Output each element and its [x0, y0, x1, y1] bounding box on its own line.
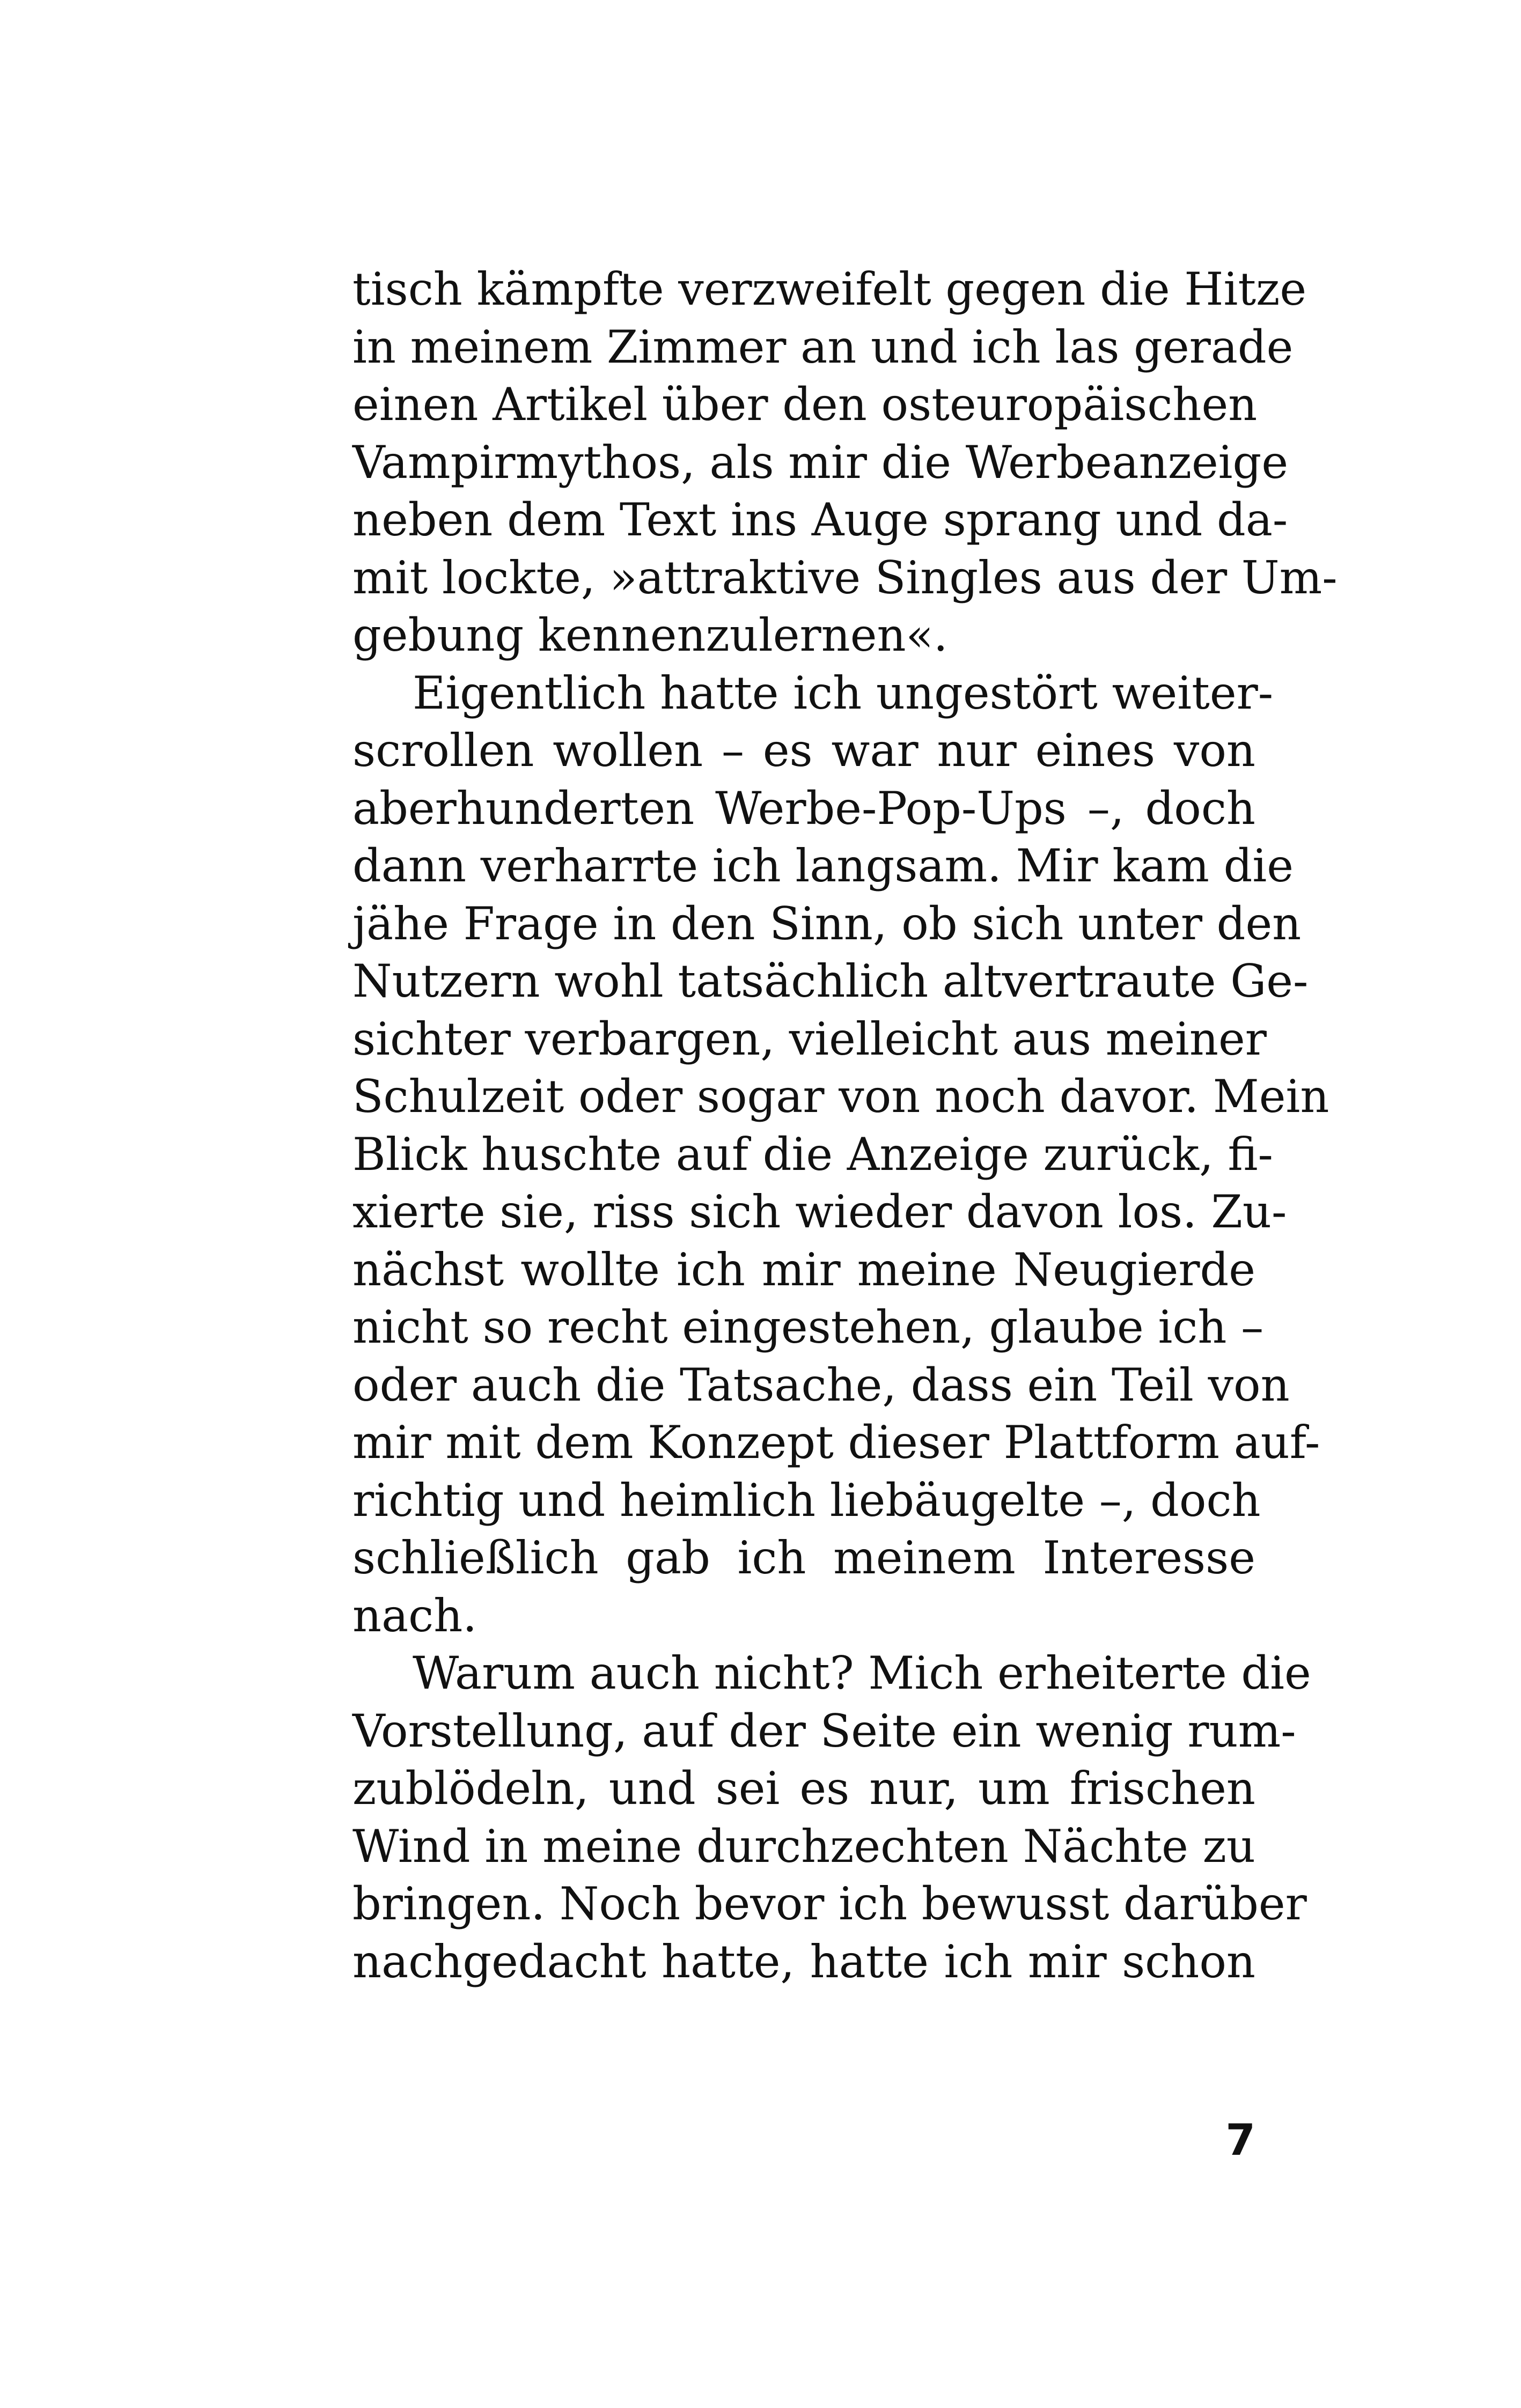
text-line: mir mit dem Konzept dieser Plattform auf-: [352, 1416, 1320, 1469]
text-line: schließlich gab ich meinem Interesse: [352, 1531, 1255, 1584]
text-line: oder auch die Tatsache, dass ein Teil von: [352, 1358, 1290, 1411]
text-line: einen Artikel über den osteuropäischen: [352, 378, 1258, 431]
paragraph-1: [352, 261, 1338, 665]
text-line: Eigentlich hatte ich ungestört weiter-: [413, 666, 1274, 719]
text-line: aberhunderten Werbe-Pop-Ups –, doch: [352, 782, 1255, 835]
text-line: nachgedacht hatte, hatte ich mir schon: [352, 1935, 1255, 1988]
text-line: nächst wollte ich mir meine Neugierde: [352, 1243, 1255, 1296]
text-line: zublödeln, und sei es nur, um frischen: [352, 1762, 1255, 1815]
text-line: Vorstellung, auf der Seite ein wenig rum-: [352, 1704, 1296, 1757]
text-line: Blick huschte auf die Anzeige zurück, fi-: [352, 1128, 1273, 1181]
text-line: richtig und heimlich liebäugelte –, doch: [352, 1474, 1261, 1527]
text-line: sichter verbargen, vielleicht aus meiner: [352, 1012, 1267, 1065]
page-number: 7: [1225, 2115, 1255, 2165]
text-line: tisch kämpfte verzweifelt gegen die Hitze: [352, 263, 1307, 315]
text-line: Schulzeit oder sogar von noch davor. Mein: [352, 1070, 1329, 1123]
text-line: mit lockte, »attraktive Singles aus der Um-: [352, 551, 1338, 604]
text-line: scrollen wollen – es war nur eines von: [352, 724, 1255, 777]
text-line: Vampirmythos, als mir die Werbeanzeige: [352, 436, 1289, 489]
text-line: nicht so recht eingestehen, glaube ich –: [352, 1301, 1264, 1353]
text-line: gebung kennenzulernen«.: [352, 609, 948, 661]
text-line: Wind in meine durchzechten Nächte zu: [352, 1820, 1255, 1873]
text-line: dann verharrte ich langsam. Mir kam die: [352, 840, 1294, 892]
text-line: xierte sie, riss sich wieder davon los. Zu-: [352, 1185, 1287, 1238]
text-line: in meinem Zimmer an und ich las gerade: [352, 320, 1294, 373]
paragraph-3: [352, 1645, 1311, 1991]
text-line: nach.: [352, 1589, 477, 1642]
text-line: Nutzern wohl tatsächlich altvertraute Ge-: [352, 955, 1309, 1007]
text-line: jähe Frage in den Sinn, ob sich unter den: [352, 897, 1302, 950]
text-line: Warum auch nicht? Mich erheiterte die: [413, 1647, 1311, 1699]
paragraph-2: [352, 665, 1329, 1645]
text-line: neben dem Text ins Auge sprang und da-: [352, 494, 1288, 546]
body-text: [352, 261, 1338, 1991]
text-line: bringen. Noch bevor ich bewusst darüber: [352, 1877, 1307, 1930]
